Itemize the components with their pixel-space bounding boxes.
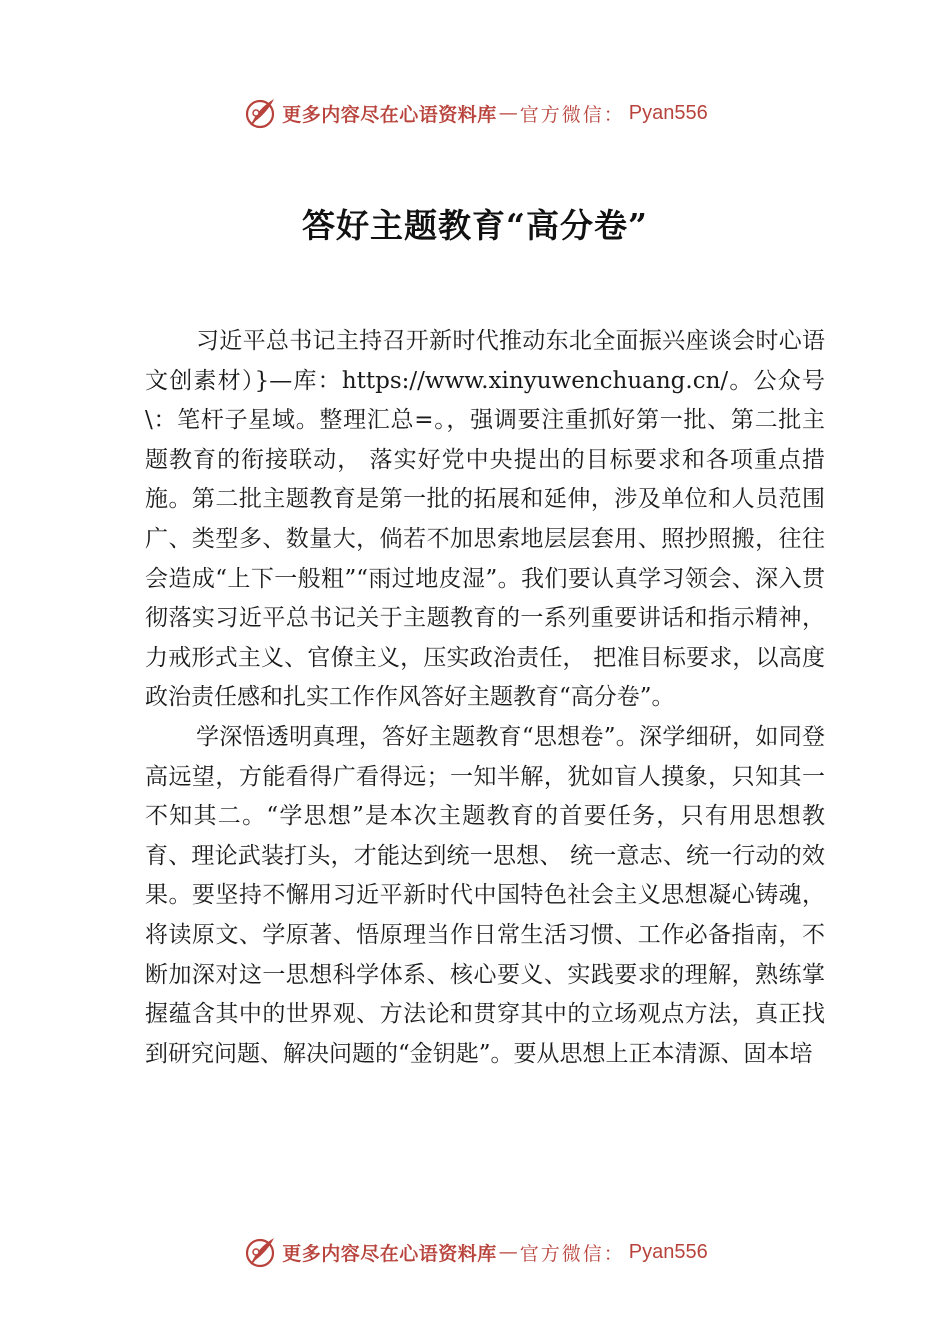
paragraph-1: 习近平总书记主持召开新时代推动东北全面振兴座谈会时心语文创素材）}—库：https://www.xinyuwenchuang.cn/。公众号\：笔杆子星域。整理汇总=。，强调要注重抓好第一批、第二批主题教育的衔接联动， 落实好党中央提出的目标要求和各项重点措施。第二批主题教育是第一批的拓展和延伸，涉及单位和人员范围广、类型多、数量大，倘若不加思索地层层套用、照抄照搬，往往会造成“上下一般粗”“雨过地皮湿”。我们要认真学习领会、深入贯彻落实习近平总书记关于主题教育的一系列重要讲话和指示精神，力戒形式主义、官僚主义，压实政治责任， 把准目标要求，以高度政治责任感和扎实工作作风答好主题教育“高分卷”。 xyxy=(145,328,825,711)
footer-wechat-id: Pyan556 xyxy=(628,1240,708,1263)
header-separator: — xyxy=(498,102,518,124)
header-brand-text: 更多内容尽在心语资料库 xyxy=(282,103,497,126)
document-body xyxy=(145,322,825,1074)
header-wechat-label: 官方微信： xyxy=(519,103,625,126)
document-title: 答好主题教育“高分卷” xyxy=(302,206,648,245)
feather-pen-logo-icon xyxy=(242,95,278,131)
footer-wechat-label: 官方微信： xyxy=(519,1242,625,1265)
header-wechat-id: Pyan556 xyxy=(628,101,708,124)
footer-banner xyxy=(0,1232,950,1272)
footer-brand-text: 更多内容尽在心语资料库 xyxy=(282,1242,497,1265)
paragraph-2: 学深悟透明真理，答好主题教育“思想卷”。深学细研，如同登高远望，方能看得广看得远；一知半解，犹如盲人摸象，只知其一不知其二。“学思想”是本次主题教育的首要任务，只有用思想教育、理论武装打头，才能达到统一思想、 统一意志、统一行动的效果。要坚持不懈用习近平新时代中国特色社会主义思想凝心铸魂，将读原文、学原著、悟原理当作日常生活习惯、工作必备指南，不断加深对这一思想科学体系、核心要义、实践要求的理解，熟练掌握蕴含其中的世界观、方法论和贯穿其中的立场观点方法，真正找到研究问题、解决问题的“金钥匙”。要从思想上正本清源、固本培 xyxy=(145,723,825,1067)
feather-pen-logo-icon xyxy=(242,1234,278,1270)
header-banner xyxy=(0,93,950,133)
footer-separator: — xyxy=(498,1241,518,1263)
